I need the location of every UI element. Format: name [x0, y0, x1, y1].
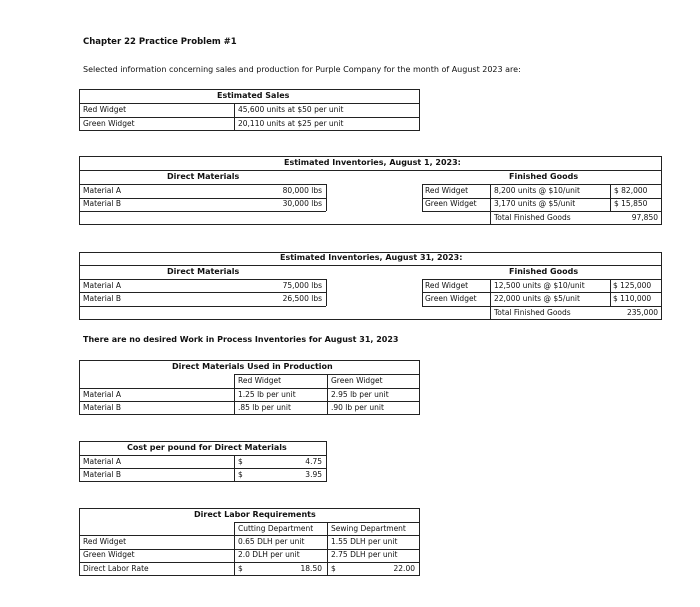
- labor-rate-cut-currency: $: [238, 564, 243, 573]
- dm-used-green-value: 2.95 lb per unit: [331, 390, 389, 399]
- inv-aug31-fg-label: Green Widget: [425, 294, 477, 303]
- inv-aug1-fg-value: $ 82,000: [614, 186, 648, 195]
- inv-aug1-total-label: Total Finished Goods: [494, 213, 571, 222]
- inv-aug1-dm-label: Material A: [83, 186, 121, 195]
- inv-aug1-total-value: 97,850: [631, 213, 658, 222]
- cost-value: 3.95: [305, 470, 322, 479]
- labor-rate-sew-currency: $: [331, 564, 336, 573]
- inv-aug31-header: Estimated Inventories, August 31, 2023:: [280, 253, 463, 262]
- inv-aug1-dm-value: 80,000 lbs: [282, 186, 322, 195]
- labor-col-cutting: Cutting Department: [238, 524, 314, 533]
- labor-sew-value: 2.75 DLH per unit: [331, 550, 398, 559]
- inv-aug1-dm-label: Material B: [83, 199, 121, 208]
- sales-row-label: Green Widget: [83, 119, 135, 128]
- labor-sew-value: 1.55 DLH per unit: [331, 537, 398, 546]
- inv-aug31-dm-header: Direct Materials: [167, 267, 240, 276]
- dm-used-green-value: .90 lb per unit: [331, 403, 384, 412]
- inv-aug31-fg-value: $ 125,000: [613, 281, 652, 290]
- inv-aug1-header: Estimated Inventories, August 1, 2023:: [284, 158, 461, 167]
- inv-aug1-dm-header: Direct Materials: [167, 172, 240, 181]
- labor-rate-label: Direct Labor Rate: [83, 564, 149, 573]
- inv-aug31-dm-value: 26,500 lbs: [282, 294, 322, 303]
- dm-used-row-label: Material B: [83, 403, 121, 412]
- labor-rate-cut-value: 18.50: [300, 564, 322, 573]
- sales-header: Estimated Sales: [217, 91, 290, 100]
- inv-aug1-fg-label: Green Widget: [425, 199, 477, 208]
- labor-rate-sew-value: 22.00: [393, 564, 415, 573]
- cost-currency: $: [238, 457, 243, 466]
- inv-aug1-fg-desc: 3,170 units @ $5/unit: [494, 199, 576, 208]
- dm-used-red-value: .85 lb per unit: [238, 403, 291, 412]
- page-title: Chapter 22 Practice Problem #1: [83, 37, 237, 47]
- labor-row-label: Green Widget: [83, 550, 135, 559]
- inv-aug31-total-label: Total Finished Goods: [494, 308, 571, 317]
- labor-cut-value: 2.0 DLH per unit: [238, 550, 300, 559]
- labor-row-label: Red Widget: [83, 537, 127, 546]
- intro-text: Selected information concerning sales and production for Purple Company for the month of August 2023 are:: [83, 65, 521, 74]
- sales-row-value: 45,600 units at $50 per unit: [238, 105, 344, 114]
- sales-row-value: 20,110 units at $25 per unit: [238, 119, 344, 128]
- inv-aug31-dm-label: Material A: [83, 281, 121, 290]
- cost-row-label: Material B: [83, 470, 121, 479]
- inv-aug1-fg-header: Finished Goods: [509, 172, 579, 181]
- labor-cut-value: 0.65 DLH per unit: [238, 537, 305, 546]
- labor-header: Direct Labor Requirements: [194, 510, 316, 519]
- inv-aug31-dm-value: 75,000 lbs: [282, 281, 322, 290]
- dm-used-row-label: Material A: [83, 390, 121, 399]
- inv-aug31-fg-desc: 22,000 units @ $5/unit: [494, 294, 580, 303]
- inv-aug1-dm-value: 30,000 lbs: [282, 199, 322, 208]
- inv-aug31-total-value: 235,000: [626, 308, 658, 317]
- dm-used-header: Direct Materials Used in Production: [172, 362, 333, 371]
- inv-aug1-fg-desc: 8,200 units @ $10/unit: [494, 186, 580, 195]
- dm-used-col-green: Green Widget: [331, 376, 383, 385]
- dm-used-red-value: 1.25 lb per unit: [238, 390, 296, 399]
- labor-col-sewing: Sewing Department: [331, 524, 406, 533]
- inv-aug1-fg-label: Red Widget: [425, 186, 469, 195]
- inv-aug1-fg-value: $ 15,850: [614, 199, 648, 208]
- cost-value: 4.75: [305, 457, 322, 466]
- inv-aug31-fg-label: Red Widget: [425, 281, 469, 290]
- inv-aug31-fg-value: $ 110,000: [613, 294, 652, 303]
- cost-row-label: Material A: [83, 457, 121, 466]
- cost-currency: $: [238, 470, 243, 479]
- sales-row-label: Red Widget: [83, 105, 127, 114]
- cost-per-pound-header: Cost per pound for Direct Materials: [127, 443, 287, 452]
- inv-aug31-fg-desc: 12,500 units @ $10/unit: [494, 281, 585, 290]
- dm-used-col-red: Red Widget: [238, 376, 282, 385]
- inv-aug31-dm-label: Material B: [83, 294, 121, 303]
- wip-note: There are no desired Work in Process Inventories for August 31, 2023: [83, 335, 399, 344]
- inv-aug31-fg-header: Finished Goods: [509, 267, 579, 276]
